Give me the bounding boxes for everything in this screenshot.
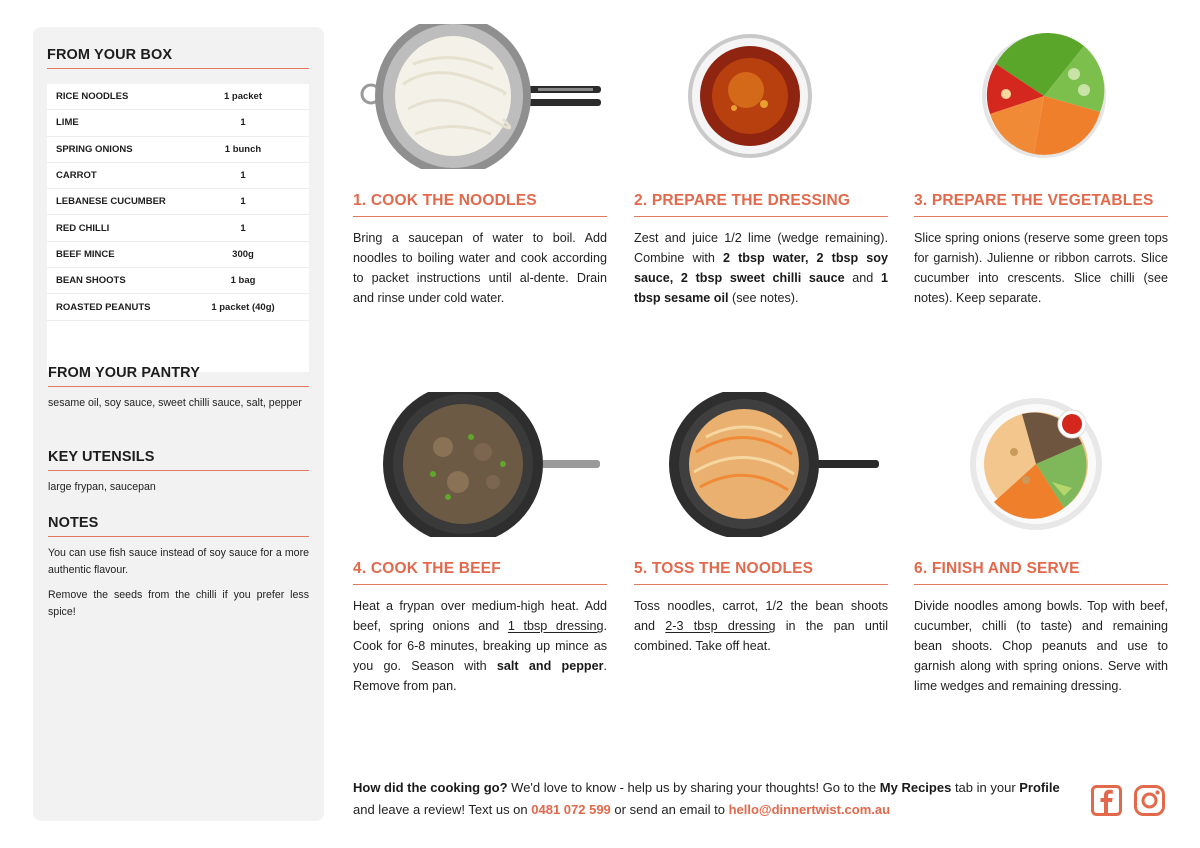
- from-your-box-heading: FROM YOUR BOX: [47, 47, 173, 63]
- divider: [914, 584, 1168, 585]
- feedback-question: How did the cooking go?: [353, 780, 508, 795]
- divider: [48, 386, 309, 387]
- ingredient-qty: 1: [240, 222, 246, 234]
- step-1-title: 1. COOK THE NOODLES: [353, 192, 537, 209]
- step-3-title: 3. PREPARE THE VEGETABLES: [914, 192, 1154, 209]
- ingredient-name: ROASTED PEANUTS: [56, 301, 151, 313]
- my-recipes-label: My Recipes: [879, 780, 952, 795]
- divider: [353, 584, 607, 585]
- step-2-title: 2. PREPARE THE DRESSING: [634, 192, 851, 209]
- ingredients-table: [47, 84, 309, 372]
- step-5-title: 5. TOSS THE NOODLES: [634, 560, 814, 577]
- footer-text: We'd love to know - help us by sharing your thoughts! Go to the: [507, 780, 880, 795]
- step-text: Bring a saucepan of water to boil. Add noodles to boiling water and cook according to packet instructions until al-dente. Drain and rinse under cold water.: [353, 231, 607, 305]
- step-text: Zest and juice 1/2 lime (wedge remaining). Combine with: [634, 231, 888, 265]
- beef-frypan-image: [353, 392, 607, 537]
- ingredient-name: BEAN SHOOTS: [56, 275, 126, 287]
- step-text-bold: 1 tbsp sesame oil: [634, 271, 888, 305]
- ingredient-name: LEBANESE CUCUMBER: [56, 196, 166, 208]
- profile-label: Profile: [1019, 780, 1060, 795]
- step-text-bold: 2 tbsp water, 2 tbsp soy sauce, 2 tbsp sweet chilli sauce: [634, 251, 889, 285]
- footer-text: tab in your: [951, 780, 1020, 795]
- utensils-text: large frypan, saucepan: [48, 481, 156, 493]
- ingredient-name: LIME: [56, 117, 79, 129]
- step-text-underline: 2-3 tbsp dressing: [665, 619, 776, 633]
- email-link[interactable]: hello@dinnertwist.com.au: [728, 802, 891, 817]
- step-text: Heat a frypan over medium-high heat. Add beef, spring onions and: [353, 599, 607, 633]
- ingredient-row: [47, 137, 309, 163]
- ingredient-row: [47, 110, 309, 136]
- step-text: . Cook for 6-8 minutes, breaking up mince as you go. Season with: [353, 619, 607, 673]
- ingredient-name: BEEF MINCE: [56, 248, 115, 260]
- step-6-text: [914, 596, 1168, 696]
- step-text: . Remove from pan.: [353, 659, 607, 693]
- ingredient-name: RICE NOODLES: [56, 91, 129, 103]
- ingredient-row: [47, 242, 309, 268]
- key-utensils-section: [48, 449, 309, 496]
- notes-section: [48, 515, 309, 621]
- from-your-box-section: [47, 47, 309, 69]
- divider: [634, 216, 888, 217]
- noodles-strainer-image: [353, 24, 607, 169]
- ingredient-row: [47, 294, 309, 320]
- step-text: (see notes).: [728, 291, 799, 305]
- from-your-pantry-section: [48, 365, 309, 412]
- sidebar: [33, 27, 324, 821]
- step-text: Divide noodles among bowls. Top with beef, cucumber, chilli (to taste) and remaining bean shoots. Chop peanuts and use to garnish along with spring onions. Serve with lime wedges and remaining dressing.: [914, 599, 1168, 693]
- step-5-text: [634, 596, 888, 656]
- phone-number-link[interactable]: 0481 072 599: [531, 802, 611, 817]
- ingredient-row: [47, 84, 309, 110]
- ingredient-row: [47, 268, 309, 294]
- step-3-text: [914, 228, 1168, 308]
- note-text: You can use fish sauce instead of soy sauce for a more authentic flavour.: [48, 547, 309, 576]
- ingredient-qty: 1: [240, 196, 246, 208]
- ingredient-name: CARROT: [56, 170, 97, 182]
- ingredient-row: [47, 189, 309, 215]
- note-text: Remove the seeds from the chilli if you prefer less spice!: [48, 589, 309, 618]
- instagram-icon[interactable]: [1134, 785, 1165, 816]
- step-text: Slice spring onions (reserve some green tops for garnish). Julienne or ribbon carrots. Slice cucumber into crescents. Slice chilli (see notes). Keep separate.: [914, 231, 1168, 305]
- footer-text: or send an email to: [610, 802, 729, 817]
- ingredient-qty: 300g: [232, 248, 254, 260]
- ingredient-qty: 1: [240, 117, 246, 129]
- step-text: in the pan until combined. Take off heat.: [634, 619, 889, 653]
- step-text-bold: salt and pepper: [496, 659, 604, 673]
- step-4-text: [353, 596, 607, 696]
- divider: [48, 536, 309, 537]
- ingredient-row: [47, 215, 309, 241]
- key-utensils-heading: KEY UTENSILS: [48, 449, 155, 465]
- ingredient-qty: 1: [240, 170, 246, 182]
- divider: [914, 216, 1168, 217]
- step-4-title: 4. COOK THE BEEF: [353, 560, 501, 577]
- ingredient-qty: 1 packet: [223, 91, 263, 103]
- from-your-pantry-heading: FROM YOUR PANTRY: [48, 365, 200, 381]
- step-2-text: [634, 228, 888, 308]
- divider: [634, 584, 888, 585]
- divider: [48, 470, 309, 471]
- ingredient-name: SPRING ONIONS: [56, 143, 133, 155]
- noodles-pan-image: [634, 392, 888, 537]
- divider: [47, 68, 309, 69]
- step-1-text: [353, 228, 607, 308]
- pantry-text: sesame oil, soy sauce, sweet chilli sauce, salt, pepper: [48, 397, 302, 409]
- vegetables-bowl-image: [914, 24, 1168, 169]
- facebook-icon[interactable]: [1091, 785, 1122, 816]
- ingredient-qty: 1 packet (40g): [211, 301, 275, 313]
- step-text: Toss noodles, carrot, 1/2 the bean shoots and: [634, 599, 888, 633]
- step-text: and: [844, 271, 881, 285]
- ingredient-name: RED CHILLI: [56, 222, 110, 234]
- dressing-bowl-image: [634, 24, 888, 169]
- notes-heading: NOTES: [48, 515, 99, 531]
- divider: [353, 216, 607, 217]
- feedback-footer: [353, 777, 1078, 821]
- step-6-title: 6. FINISH AND SERVE: [914, 560, 1080, 577]
- footer-text: and leave a review! Text us on: [353, 802, 532, 817]
- step-text-underline: 1 tbsp dressing: [507, 619, 604, 633]
- ingredient-qty: 1 bunch: [224, 143, 262, 155]
- finished-bowl-image: [914, 392, 1168, 537]
- ingredient-row: [47, 163, 309, 189]
- ingredient-qty: 1 bag: [230, 275, 256, 287]
